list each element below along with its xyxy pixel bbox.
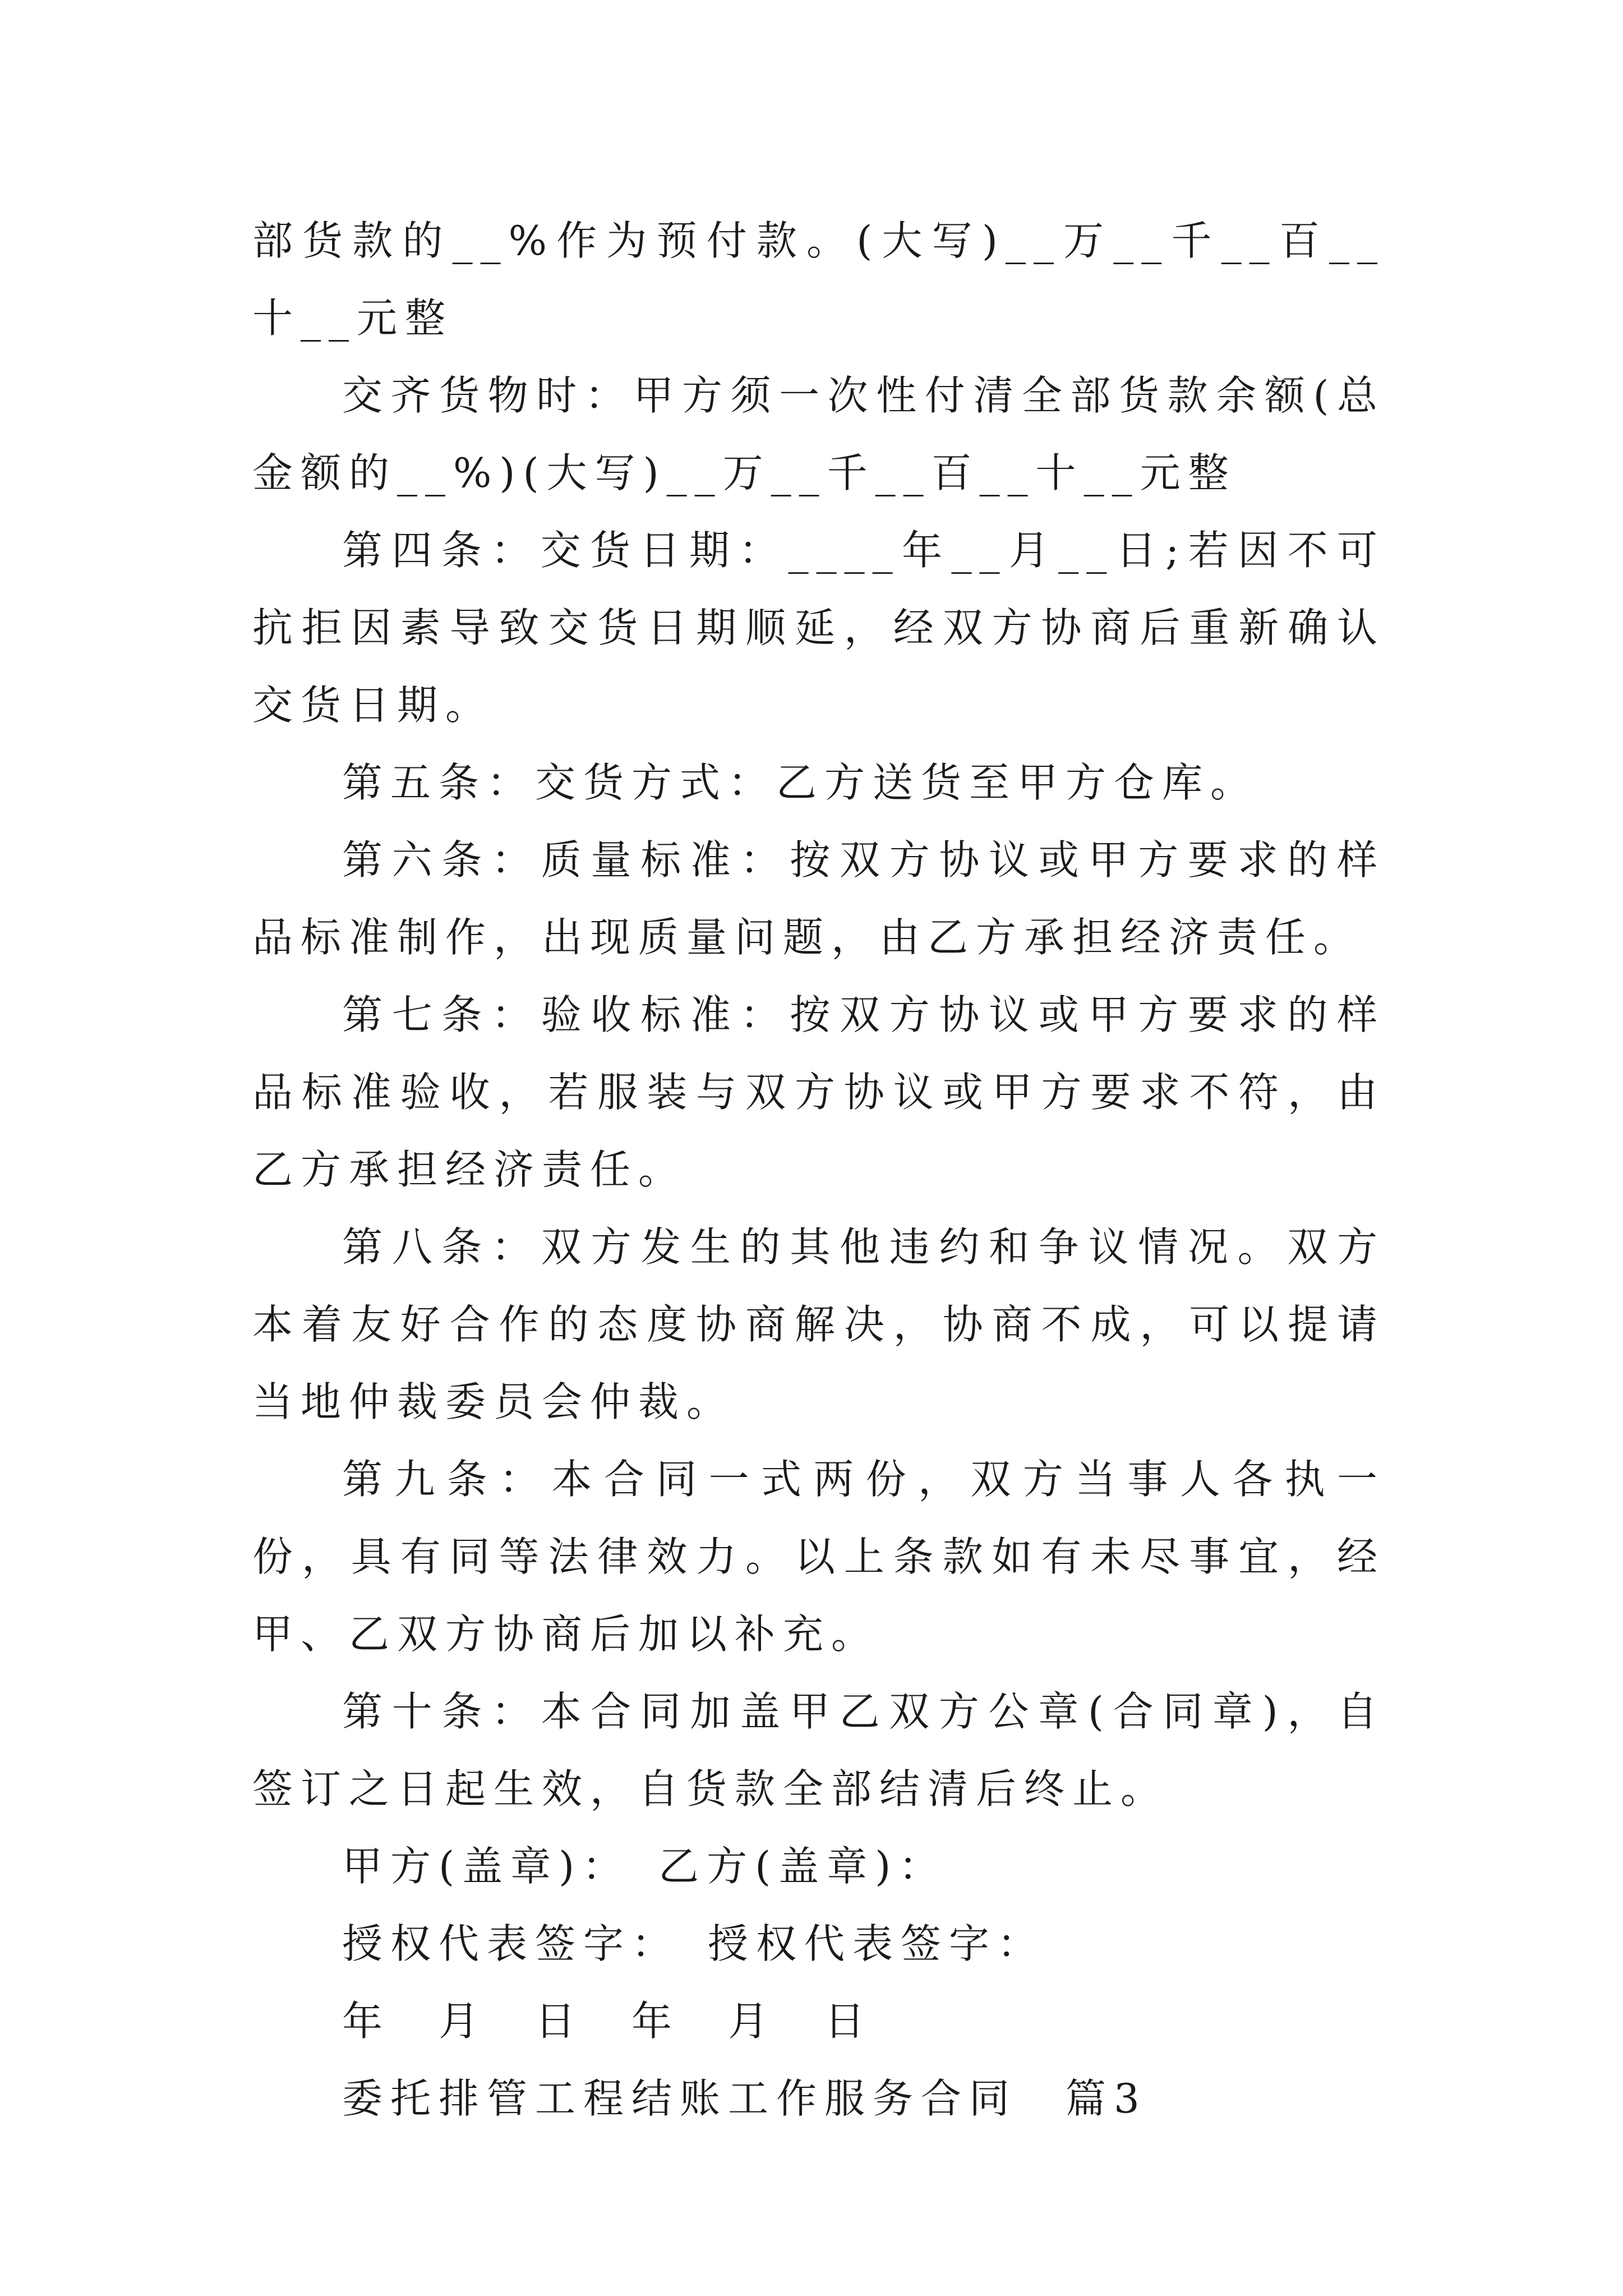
paragraph-article-5: 第五条：交货方式：乙方送货至甲方仓库。	[342, 759, 1259, 806]
document-body	[252, 202, 1385, 2137]
signature-seal-line: 甲方(盖章)： 乙方(盖章)：	[342, 1843, 947, 1890]
paragraph-article-8: 第八条：双方发生的其他违约和争议情况。双方本着友好合作的态度协商解决，协商不成，可以提请当地仲裁委员会仲裁。	[252, 1223, 1385, 1425]
paragraph-article-7: 第七条：验收标准：按双方协议或甲方要求的样品标准验收，若服装与双方协议或甲方要求不符，由乙方承担经济责任。	[252, 991, 1385, 1193]
next-section-heading: 委托排管工程结账工作服务合同 篇3	[342, 2075, 1147, 2122]
signature-date-line: 年 月 日 年 月 日	[342, 1998, 873, 2045]
signature-representative-line: 授权代表签字： 授权代表签字：	[342, 1920, 1046, 1967]
paragraph-article-9: 第九条：本合同一式两份，双方当事人各执一份，具有同等法律效力。以上条款如有未尽事宜，经甲、乙双方协商后加以补充。	[252, 1456, 1385, 1658]
paragraph-article-6: 第六条：质量标准：按双方协议或甲方要求的样品标准制作，出现质量问题，由乙方承担经济责任。	[252, 836, 1385, 961]
paragraph-final-payment: 交齐货物时：甲方须一次性付清全部货款余额(总金额的__%)(大写)__万__千__百__十__元整	[252, 372, 1385, 496]
paragraph-advance-payment: 部货款的__%作为预付款。(大写)__万__千__百__十__元整	[252, 217, 1385, 342]
paragraph-article-4: 第四条：交货日期：____年__月__日;若因不可抗拒因素导致交货日期顺延，经双方协商后重新确认交货日期。	[252, 527, 1385, 729]
paragraph-article-10: 第十条：本合同加盖甲乙双方公章(合同章)，自签订之日起生效，自货款全部结清后终止。	[252, 1688, 1385, 1812]
